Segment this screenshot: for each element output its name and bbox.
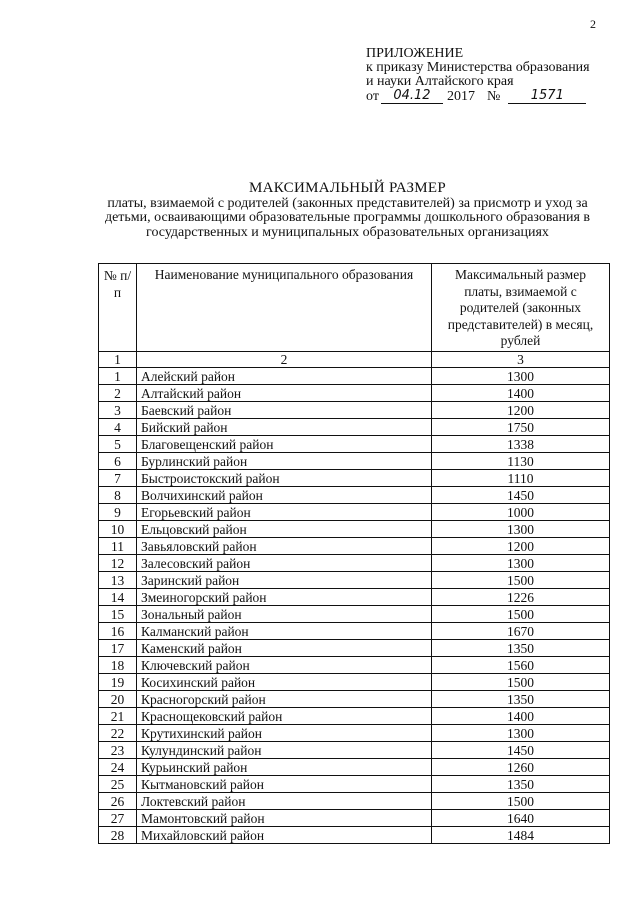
row-number: 19: [99, 674, 137, 691]
max-fee-value: 1750: [432, 419, 610, 436]
table-row: [99, 385, 610, 402]
appendix-ministry: и науки Алтайского края: [366, 74, 514, 89]
municipality-name: Крутихинский район: [137, 725, 432, 742]
max-fee-value: 1000: [432, 504, 610, 521]
municipality-name: Косихинский район: [137, 674, 432, 691]
page-number: 2: [590, 17, 596, 31]
document-title: МАКСИМАЛЬНЫЙ РАЗМЕР: [248, 180, 447, 196]
table-row: [99, 402, 610, 419]
municipality-name: Локтевский район: [137, 793, 432, 810]
fee-table: [98, 263, 610, 844]
row-number: 1: [99, 368, 137, 385]
municipality-name: Алтайский район: [137, 385, 432, 402]
municipality-name: Зональный район: [137, 606, 432, 623]
max-fee-value: 1640: [432, 810, 610, 827]
max-fee-value: 1450: [432, 487, 610, 504]
table-row: [99, 725, 610, 742]
table-row: [99, 691, 610, 708]
max-fee-value: 1226: [432, 589, 610, 606]
max-fee-value: 1300: [432, 368, 610, 385]
row-number: 3: [99, 402, 137, 419]
municipality-name: Ельцовский район: [137, 521, 432, 538]
max-fee-value: 1450: [432, 742, 610, 759]
row-number: 8: [99, 487, 137, 504]
header-max-fee: Максимальный размер платы, взимаемой с родителей (законных представителей) в месяц, рублей: [432, 264, 610, 352]
municipality-name: Мамонтовский район: [137, 810, 432, 827]
municipality-name: Михайловский район: [137, 827, 432, 844]
municipality-name: Егорьевский район: [137, 504, 432, 521]
table-row: [99, 538, 610, 555]
table-row: [99, 776, 610, 793]
municipality-name: Красногорский район: [137, 691, 432, 708]
row-number: 18: [99, 657, 137, 674]
table-row: [99, 606, 610, 623]
max-fee-value: 1130: [432, 453, 610, 470]
document-subtitle: платы, взимаемой с родителей (законных представителей) за присмотр и уход за детьми, осваивающими образовательные программы дошкольного образования в государственных и муниципальных образовательных организациях: [104, 195, 591, 240]
max-fee-value: 1300: [432, 555, 610, 572]
max-fee-value: 1400: [432, 385, 610, 402]
header-number: № п/п: [99, 264, 137, 352]
appendix-title: ПРИЛОЖЕНИЕ: [366, 46, 464, 61]
row-number: 5: [99, 436, 137, 453]
max-fee-value: 1350: [432, 691, 610, 708]
municipality-name: Курьинский район: [137, 759, 432, 776]
max-fee-value: 1350: [432, 640, 610, 657]
max-fee-value: 1300: [432, 521, 610, 538]
max-fee-value: 1110: [432, 470, 610, 487]
row-number: 15: [99, 606, 137, 623]
column-number-3: 3: [432, 352, 610, 368]
municipality-name: Кытмановский район: [137, 776, 432, 793]
row-number: 17: [99, 640, 137, 657]
row-number: 7: [99, 470, 137, 487]
max-fee-value: 1260: [432, 759, 610, 776]
table-row: [99, 589, 610, 606]
table-row: [99, 436, 610, 453]
max-fee-value: 1300: [432, 725, 610, 742]
column-numbers-row: [99, 352, 610, 368]
municipality-name: Быстроистокский район: [137, 470, 432, 487]
row-number: 6: [99, 453, 137, 470]
row-number: 27: [99, 810, 137, 827]
max-fee-value: 1670: [432, 623, 610, 640]
table-row: [99, 793, 610, 810]
row-number: 24: [99, 759, 137, 776]
row-number: 14: [99, 589, 137, 606]
row-number: 28: [99, 827, 137, 844]
municipality-name: Благовещенский район: [137, 436, 432, 453]
table-row: [99, 742, 610, 759]
header-municipality: Наименование муниципального образования: [137, 264, 432, 352]
table-row: [99, 657, 610, 674]
row-number: 25: [99, 776, 137, 793]
row-number: 22: [99, 725, 137, 742]
row-number: 2: [99, 385, 137, 402]
table-row: [99, 708, 610, 725]
municipality-name: Баевский район: [137, 402, 432, 419]
table-row: [99, 470, 610, 487]
max-fee-value: 1350: [432, 776, 610, 793]
municipality-name: Змеиногорский район: [137, 589, 432, 606]
row-number: 21: [99, 708, 137, 725]
municipality-name: Краснощековский район: [137, 708, 432, 725]
max-fee-value: 1338: [432, 436, 610, 453]
municipality-name: Ключевский район: [137, 657, 432, 674]
max-fee-value: 1500: [432, 572, 610, 589]
column-number-1: 1: [99, 352, 137, 368]
table-row: [99, 810, 610, 827]
column-number-2: 2: [137, 352, 432, 368]
municipality-name: Бурлинский район: [137, 453, 432, 470]
max-fee-value: 1484: [432, 827, 610, 844]
row-number: 13: [99, 572, 137, 589]
appendix-order-ref: к приказу Министерства образования: [366, 60, 590, 75]
appendix-date-line: [366, 89, 590, 104]
max-fee-value: 1560: [432, 657, 610, 674]
row-number: 10: [99, 521, 137, 538]
order-year: 2017: [446, 89, 475, 104]
max-fee-value: 1500: [432, 793, 610, 810]
row-number: 12: [99, 555, 137, 572]
table-row: [99, 487, 610, 504]
row-number: 26: [99, 793, 137, 810]
municipality-name: Каменский район: [137, 640, 432, 657]
municipality-name: Завьяловский район: [137, 538, 432, 555]
municipality-name: Волчихинский район: [137, 487, 432, 504]
order-date-handwritten: 04.12: [381, 89, 443, 104]
max-fee-value: 1500: [432, 674, 610, 691]
table-row: [99, 555, 610, 572]
order-number-handwritten: 1571: [508, 89, 586, 104]
max-fee-value: 1400: [432, 708, 610, 725]
row-number: 11: [99, 538, 137, 555]
row-number: 16: [99, 623, 137, 640]
table-row: [99, 572, 610, 589]
municipality-name: Бийский район: [137, 419, 432, 436]
table-row: [99, 759, 610, 776]
municipality-name: Заринский район: [137, 572, 432, 589]
appendix-block: [366, 47, 590, 104]
table-row: [99, 674, 610, 691]
municipality-name: Алейский район: [137, 368, 432, 385]
table-header-row: [99, 264, 610, 352]
table-row: [99, 419, 610, 436]
number-sign: №: [486, 89, 501, 104]
municipality-name: Залесовский район: [137, 555, 432, 572]
table-row: [99, 521, 610, 538]
table-row: [99, 623, 610, 640]
row-number: 23: [99, 742, 137, 759]
table-row: [99, 453, 610, 470]
municipality-name: Кулундинский район: [137, 742, 432, 759]
row-number: 4: [99, 419, 137, 436]
document-title-block: [85, 181, 610, 240]
table-row: [99, 368, 610, 385]
municipality-name: Калманский район: [137, 623, 432, 640]
table-row: [99, 640, 610, 657]
max-fee-value: 1500: [432, 606, 610, 623]
table-row: [99, 504, 610, 521]
row-number: 9: [99, 504, 137, 521]
row-number: 20: [99, 691, 137, 708]
table-row: [99, 827, 610, 844]
max-fee-value: 1200: [432, 402, 610, 419]
date-prefix: от: [366, 89, 379, 104]
max-fee-value: 1200: [432, 538, 610, 555]
